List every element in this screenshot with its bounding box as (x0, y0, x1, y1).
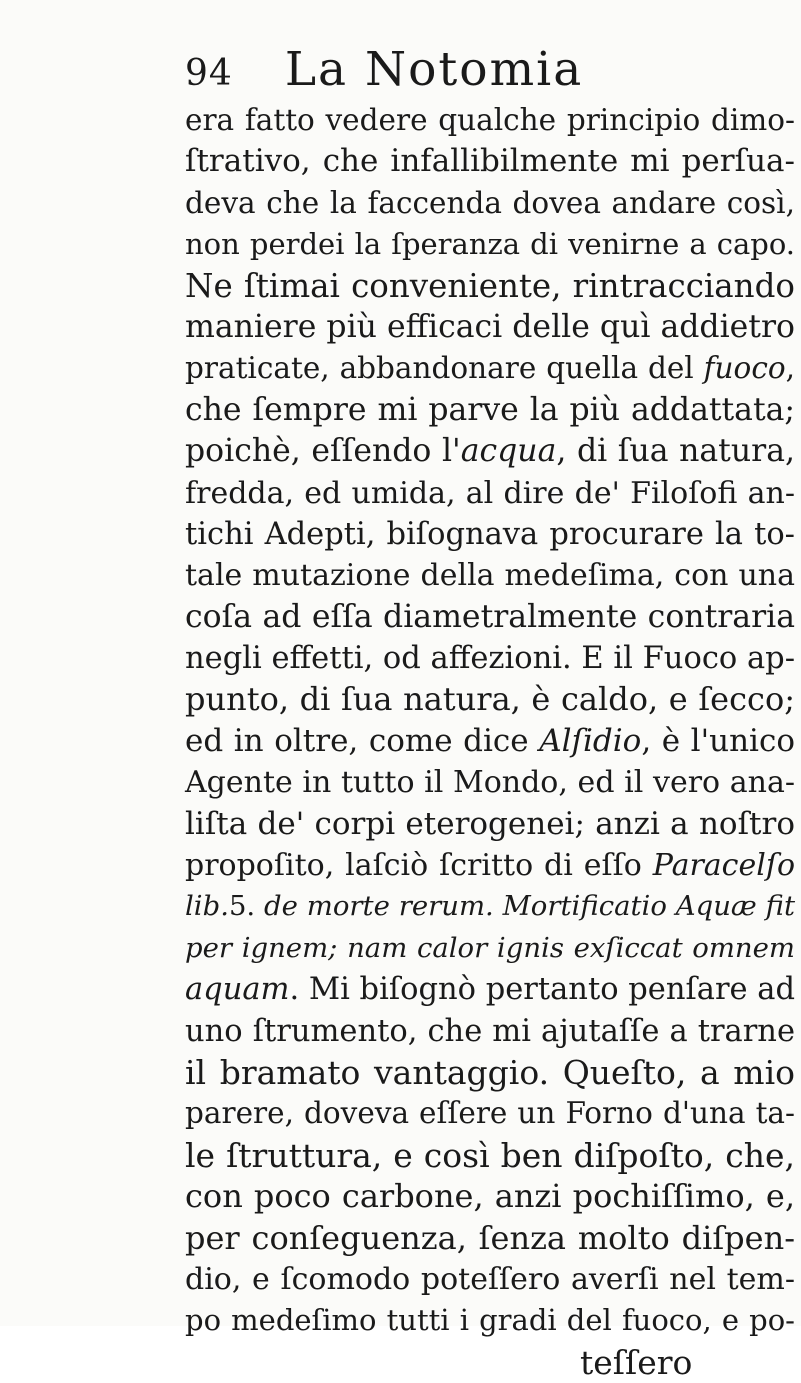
text-line (185, 431, 795, 472)
text-segment: Agente in tutto il Mondo, ed il vero ana- (185, 765, 795, 801)
text-segment: deva che la faccenda dovea andare così, (185, 185, 795, 220)
text-segment: 5. (228, 890, 265, 923)
text-line (185, 928, 795, 969)
italic-text: de morte rerum. Mortificatio Aquæ fit (264, 890, 796, 923)
text-segment: dio, e ſcomodo poteſſero averſi nel tem- (185, 1261, 795, 1297)
text-segment: . Mi biſognò pertanto penſare ad (289, 972, 795, 1008)
text-line (185, 679, 795, 720)
italic-text: Alſidio (539, 722, 642, 759)
text-line (185, 555, 795, 596)
text-segment: per conſeguenza, ſenza molto diſpen- (185, 1218, 795, 1257)
italic-text: Paracelſo (652, 848, 795, 884)
text-line (185, 1342, 795, 1383)
italic-text: aquam (185, 972, 290, 1008)
page-header (185, 42, 583, 102)
text-segment: coſa ad eſſa diametralmente contraria (185, 598, 795, 635)
text-segment: tale mutazione della medeſima, con una (185, 558, 795, 594)
text-line (185, 1093, 795, 1134)
text-line (185, 1011, 795, 1052)
text-segment: poichè, eſſendo l' (185, 433, 461, 470)
text-line (185, 473, 795, 514)
text-segment: praticate, abbandonare quella del (185, 351, 704, 386)
text-segment: che ſempre mi parve la più addattata; (185, 391, 795, 428)
text-line (185, 1176, 795, 1217)
text-segment: tichi Adepti, biſognava procurare la to- (185, 516, 795, 552)
text-segment: il bramato vantaggio. Queſto, a mio (185, 1052, 795, 1092)
page-number: 94 (185, 53, 233, 94)
italic-text: per ignem; nam calor ignis exſiccat omnem (185, 931, 795, 964)
text-segment: liſta de' corpi eterogenei; anzi a noſtro (185, 805, 795, 842)
text-line (185, 1259, 795, 1300)
text-line (185, 1052, 795, 1093)
text-line (185, 969, 795, 1010)
text-segment: propoſito, laſciò ſcritto di eſſo (185, 848, 653, 884)
text-segment: ed in oltre, come dice (185, 722, 540, 759)
text-line (185, 762, 795, 803)
text-line (185, 721, 795, 762)
text-segment: le ſtruttura, e così ben diſpoſto, che, (185, 1135, 795, 1175)
text-line (185, 348, 795, 389)
text-line (185, 1300, 795, 1341)
text-line (185, 804, 795, 845)
text-line (185, 100, 795, 141)
text-segment: non perdei la ſperanza di venirne a capo. (185, 227, 795, 262)
text-line (185, 514, 795, 555)
text-line (185, 1218, 795, 1259)
text-segment: negli effetti, od affezioni. E il Fuoco ap- (185, 641, 795, 677)
text-segment: parere, doveva eſſere un Forno d'una ta- (185, 1096, 795, 1131)
text-segment: con poco carbone, anzi pochiſſimo, e, (185, 1177, 795, 1216)
text-segment: teſſero (580, 1342, 693, 1382)
text-segment: , è l'unico (641, 722, 795, 759)
text-segment: uno ſtrumento, che mi ajutaſſe a trarne (185, 1013, 795, 1049)
text-line (185, 266, 795, 307)
text-line (185, 183, 795, 224)
text-line (185, 390, 795, 431)
text-line (185, 307, 795, 348)
text-segment: era fatto vedere qualche principio dimo- (185, 103, 795, 137)
text-line (185, 1135, 795, 1176)
text-line (185, 141, 795, 182)
text-line (185, 638, 795, 679)
text-segment: punto, di ſua natura, è caldo, e ſecco; (185, 680, 795, 719)
text-line (185, 597, 795, 638)
text-segment: fredda, ed umida, al dire de' Filoſofi an- (185, 475, 795, 511)
italic-text: acqua (460, 433, 557, 470)
body-text (185, 100, 795, 1383)
text-line (185, 224, 795, 265)
text-segment: maniere più efficaci delle quì addietro (185, 308, 795, 345)
running-title: La Notomia (284, 42, 584, 97)
text-line (185, 886, 795, 927)
italic-text: fuoco (703, 351, 786, 386)
text-segment: po medeſimo tutti i gradi del fuoco, e po- (185, 1303, 795, 1338)
text-segment: Ne ſtimai conveniente, rintracciando (185, 266, 795, 305)
text-segment: , di ſua natura, (556, 433, 795, 470)
text-segment: ſtrativo, che infallibilmente mi perſua- (185, 143, 795, 180)
text-segment: , (785, 351, 795, 386)
text-line (185, 845, 795, 886)
italic-text: lib. (185, 890, 229, 923)
